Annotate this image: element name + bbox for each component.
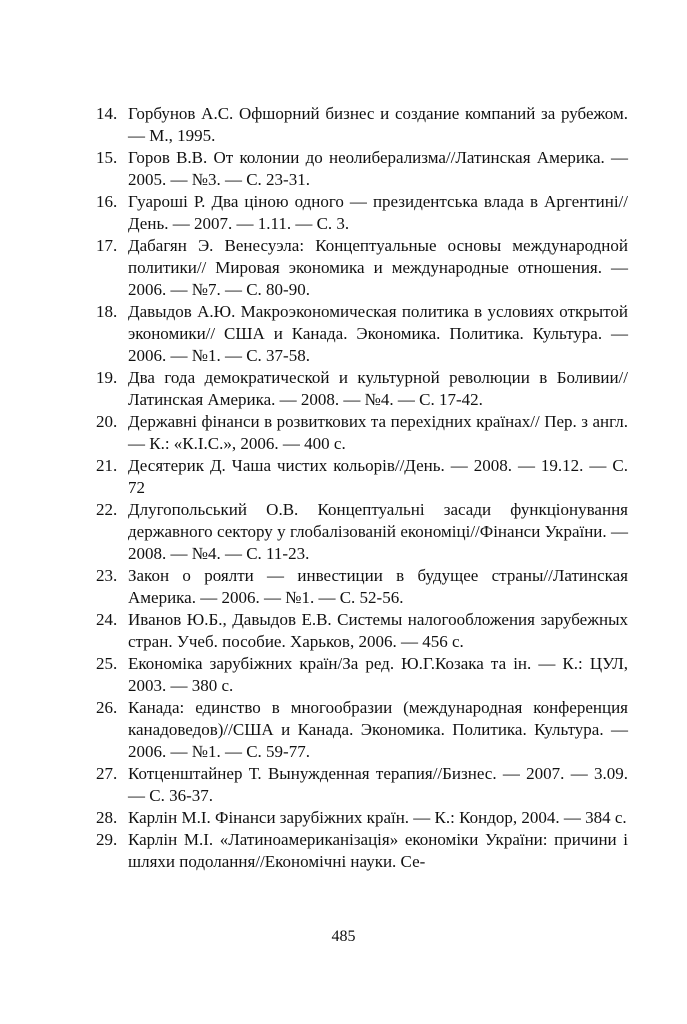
reference-item bbox=[96, 455, 628, 499]
reference-item bbox=[96, 565, 628, 609]
reference-text: Длугопольський О.В. Концептуальні засади функціонування державного сектору у глобалізованій економіці//Фінанси України. — 2008. — №4. — С. 11-23. bbox=[128, 500, 628, 563]
reference-number: 22. bbox=[96, 500, 118, 519]
reference-text: Карлін М.І. «Латиноамериканізація» економіки України: причини і шляхи подолання//Економічні науки. Се- bbox=[128, 830, 628, 871]
reference-number: 16. bbox=[96, 192, 118, 211]
reference-text: Давыдов А.Ю. Макроэкономическая политика в условиях открытой экономики// США и Канада. Экономика. Политика. Культура. — 2006. — №1. — С. 37-58. bbox=[128, 302, 628, 365]
reference-number: 15. bbox=[96, 148, 118, 167]
reference-number: 18. bbox=[96, 302, 118, 321]
reference-item bbox=[96, 763, 628, 807]
reference-text: Карлін М.І. Фінанси зарубіжних країн. — К.: Кондор, 2004. — 384 с. bbox=[128, 808, 627, 827]
reference-item bbox=[96, 697, 628, 763]
reference-text: Економіка зарубіжних країн/За ред. Ю.Г.Козака та ін. — К.: ЦУЛ, 2003. — 380 с. bbox=[128, 654, 628, 695]
reference-text: Канада: единство в многообразии (международная конференция канадоведов)//США и Канада. Экономика. Политика. Культура. — 2006. — №1. — С. 59-77. bbox=[128, 698, 628, 761]
reference-number: 19. bbox=[96, 368, 118, 387]
reference-number: 14. bbox=[96, 104, 118, 123]
reference-item bbox=[96, 103, 628, 147]
reference-text: Державні фінанси в розвиткових та перехідних країнах// Пер. з англ. — К.: «К.І.С.», 2006. — 400 с. bbox=[128, 412, 628, 453]
reference-item bbox=[96, 807, 628, 829]
reference-number: 20. bbox=[96, 412, 118, 431]
reference-text: Два года демократической и культурной революции в Боливии//Латинская Америка. — 2008. — №4. — С. 17-42. bbox=[128, 368, 628, 409]
page-number: 485 bbox=[331, 928, 356, 945]
reference-item bbox=[96, 411, 628, 455]
reference-number: 23. bbox=[96, 566, 118, 585]
reference-item bbox=[96, 191, 628, 235]
reference-item bbox=[96, 301, 628, 367]
reference-item bbox=[96, 147, 628, 191]
reference-text: Десятерик Д. Чаша чистих кольорів//День. — 2008. — 19.12. — С. 72 bbox=[128, 456, 628, 497]
reference-number: 27. bbox=[96, 764, 118, 783]
reference-text: Горов В.В. От колонии до неолиберализма//Латинская Америка. — 2005. — №3. — С. 23-31. bbox=[128, 148, 628, 189]
reference-number: 28. bbox=[96, 808, 118, 827]
reference-text: Закон о роялти — инвестиции в будущее страны//Латинская Америка. — 2006. — №1. — С. 52-56. bbox=[128, 566, 628, 607]
reference-text: Котценштайнер Т. Вынужденная терапия//Бизнес. — 2007. — 3.09. — С. 36-37. bbox=[128, 764, 628, 805]
reference-number: 25. bbox=[96, 654, 118, 673]
reference-item bbox=[96, 367, 628, 411]
reference-list bbox=[96, 103, 628, 873]
reference-item bbox=[96, 653, 628, 697]
reference-text: Дабагян Э. Венесуэла: Концептуальные основы международной политики// Мировая экономика и международные отношения. — 2006. — №7. — С. 80-90. bbox=[128, 236, 628, 299]
reference-text: Горбунов А.С. Офшорний бизнес и создание компаний за рубежом. — М., 1995. bbox=[128, 104, 628, 145]
reference-item bbox=[96, 609, 628, 653]
reference-number: 29. bbox=[96, 830, 118, 849]
reference-text: Гуароші Р. Два ціною одного — президентська влада в Аргентині//День. — 2007. — 1.11. — С. 3. bbox=[128, 192, 628, 233]
reference-number: 21. bbox=[96, 456, 118, 475]
reference-number: 24. bbox=[96, 610, 118, 629]
reference-item bbox=[96, 499, 628, 565]
reference-item bbox=[96, 829, 628, 873]
reference-item bbox=[96, 235, 628, 301]
reference-number: 17. bbox=[96, 236, 118, 255]
reference-text: Иванов Ю.Б., Давыдов Е.В. Системы налогообложения зарубежных стран. Учеб. пособие. Харьков, 2006. — 456 с. bbox=[128, 610, 628, 651]
reference-number: 26. bbox=[96, 698, 118, 717]
